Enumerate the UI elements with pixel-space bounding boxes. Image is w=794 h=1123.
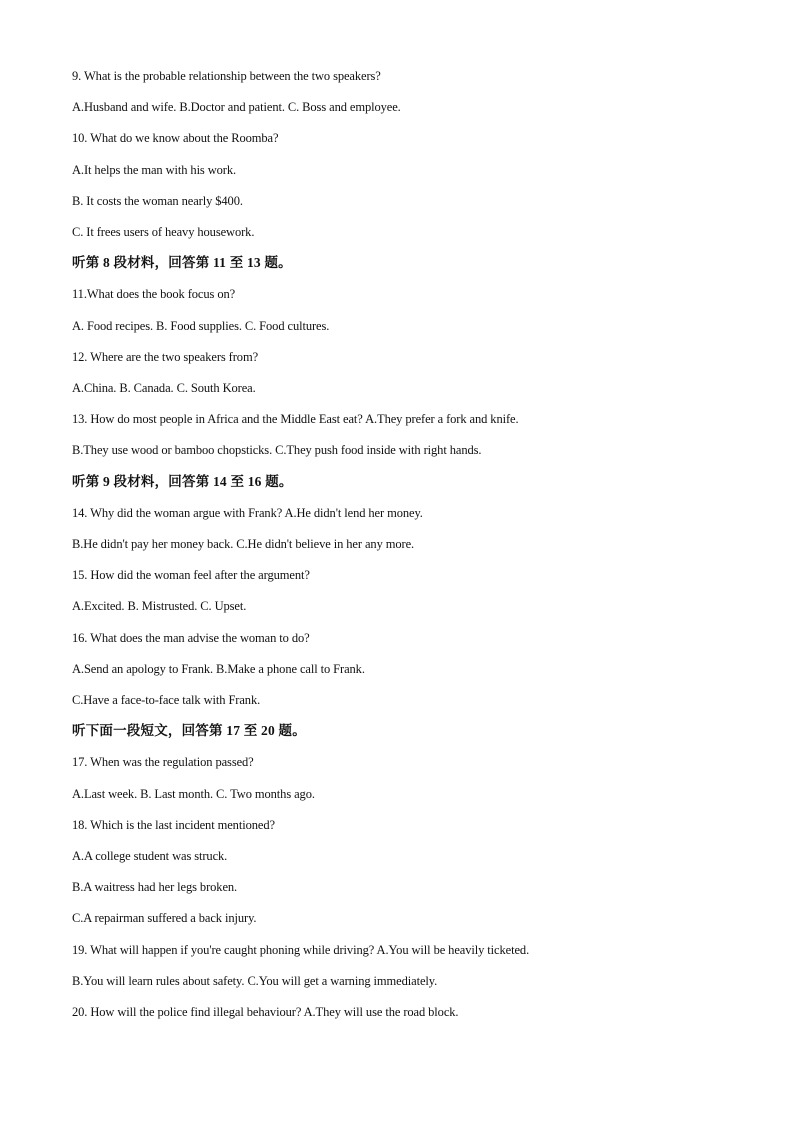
text-line: B.A waitress had her legs broken. [72, 880, 238, 895]
text-line: B. It costs the woman nearly $400. [72, 193, 243, 208]
text-line: 13. How do most people in Africa and the Middle East eat? A.They prefer a fork and knife. [72, 412, 519, 427]
text-line: A.Excited. B. Mistrusted. C. Upset. [72, 599, 247, 614]
text-line: B.He didn't pay her money back. C.He didn't believe in her any more. [72, 537, 415, 551]
text-line: 10. What do we know about the Roomba? [72, 131, 279, 146]
text-line: B.They use wood or bamboo chopsticks. C.They push food inside with right hands. [72, 443, 482, 458]
text-line: 18. Which is the last incident mentioned? [72, 817, 275, 832]
text-line: A.A college student was struck. [72, 849, 228, 863]
section-heading: 听下面一段短文，回答第 17 至 20 题。 [72, 723, 306, 739]
text-line: 16. What does the man advise the woman to do? [72, 630, 310, 645]
text-line: C.Have a face-to-face talk with Frank. [72, 693, 261, 707]
text-line: A.China. B. Canada. C. South Korea. [72, 381, 256, 395]
text-line: 17. When was the regulation passed? [72, 755, 254, 770]
text-line: A.It helps the man with his work. [72, 162, 237, 177]
text-line: 14. Why did the woman argue with Frank? A.He didn't lend her money. [72, 505, 423, 520]
text-line: 11.What does the book focus on? [72, 287, 236, 302]
text-line: B.You will learn rules about safety. C.You will get a warning immediately. [72, 973, 438, 988]
text-line: A.Husband and wife. B.Doctor and patient. C. Boss and employee. [72, 100, 401, 115]
text-line: 20. How will the police find illegal behaviour? A.They will use the road block. [72, 1005, 459, 1019]
text-line: 9. What is the probable relationship between the two speakers? [72, 69, 381, 83]
section-heading: 听第 8 段材料，回答第 11 至 13 题。 [72, 255, 292, 271]
text-line: A. Food recipes. B. Food supplies. C. Food cultures. [72, 318, 330, 333]
text-line: A.Last week. B. Last month. C. Two months ago. [72, 786, 315, 801]
text-line: A.Send an apology to Frank. B.Make a phone call to Frank. [72, 661, 365, 676]
text-line: 15. How did the woman feel after the argument? [72, 568, 310, 583]
text-line: C. It frees users of heavy housework. [72, 225, 255, 239]
text-line: 19. What will happen if you're caught phoning while driving? A.You will be heavily ticketed. [72, 942, 530, 957]
text-line: C.A repairman suffered a back injury. [72, 911, 257, 926]
text-line: 12. Where are the two speakers from? [72, 349, 259, 364]
section-heading: 听第 9 段材料，回答第 14 至 16 题。 [72, 473, 293, 489]
